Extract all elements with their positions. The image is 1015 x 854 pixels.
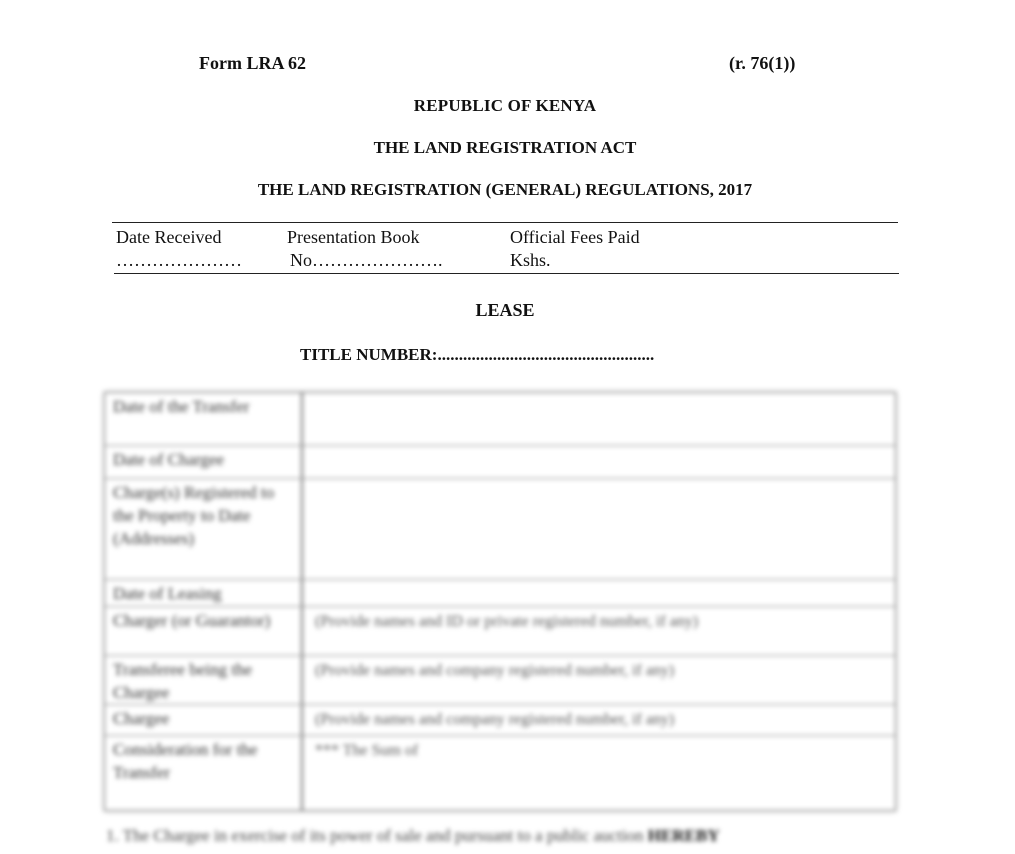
row-value: (Provide names and ID or private registered number, if any) <box>315 613 699 630</box>
row-value: *** The Sum of <box>315 742 419 759</box>
clause-one-body: 1. The Chargee in exercise of its power of sale and pursuant to a public auction <box>106 826 644 845</box>
date-received-label: Date Received <box>116 227 222 247</box>
table-row <box>105 607 895 656</box>
row-value <box>303 479 895 579</box>
presentation-book-label: Presentation Book <box>287 227 420 247</box>
country-heading: REPUBLIC OF KENYA <box>413 96 597 115</box>
row-label: Chargee <box>105 705 303 735</box>
table-row <box>105 479 895 580</box>
row-value <box>303 446 895 478</box>
act-heading: THE LAND REGISTRATION ACT <box>373 138 637 157</box>
table-row <box>105 393 895 446</box>
official-fees-label: Official Fees Paid <box>510 227 640 247</box>
date-received-field: ………………… <box>116 250 242 270</box>
table-row <box>105 656 895 705</box>
row-value <box>303 580 895 606</box>
row-label: Consideration for the Transfer <box>105 736 303 810</box>
table-row <box>105 580 895 607</box>
row-label: Date of Leasing <box>105 580 303 606</box>
row-label: Charger (or Guarantor) <box>105 607 303 655</box>
official-fees-field: Kshs. <box>510 250 551 270</box>
presentation-book-field: No…………………. <box>290 250 443 270</box>
clause-one-emphasis: HEREBY <box>647 826 720 845</box>
clause-one-text <box>106 826 720 846</box>
row-label: Transferee being the Chargee <box>105 656 303 704</box>
row-label: Date of Chargee <box>105 446 303 478</box>
rule-reference: (r. 76(1)) <box>729 53 796 73</box>
blurred-lease-details <box>96 384 916 854</box>
row-label: Date of the Transfer <box>105 393 303 445</box>
regulations-heading: THE LAND REGISTRATION (GENERAL) REGULATIONS, 2017 <box>257 180 753 199</box>
table-row <box>105 736 895 810</box>
form-number: Form LRA 62 <box>199 53 306 73</box>
title-number-line <box>300 345 654 365</box>
registry-box-top-rule <box>112 222 898 223</box>
lease-details-table <box>104 392 896 811</box>
table-row <box>105 705 895 736</box>
registry-box-bottom-rule <box>114 273 899 274</box>
row-value <box>303 393 895 445</box>
row-label: Charge(s) Registered to the Property to Date (Addresses) <box>105 479 303 579</box>
table-row <box>105 446 895 479</box>
title-number-label: TITLE NUMBER: <box>300 345 438 364</box>
title-number-field: ................................................... <box>437 345 655 364</box>
document-type-heading: LEASE <box>475 300 535 320</box>
row-value: (Provide names and company registered number, if any) <box>315 662 675 679</box>
row-value: (Provide names and company registered number, if any) <box>315 711 675 728</box>
